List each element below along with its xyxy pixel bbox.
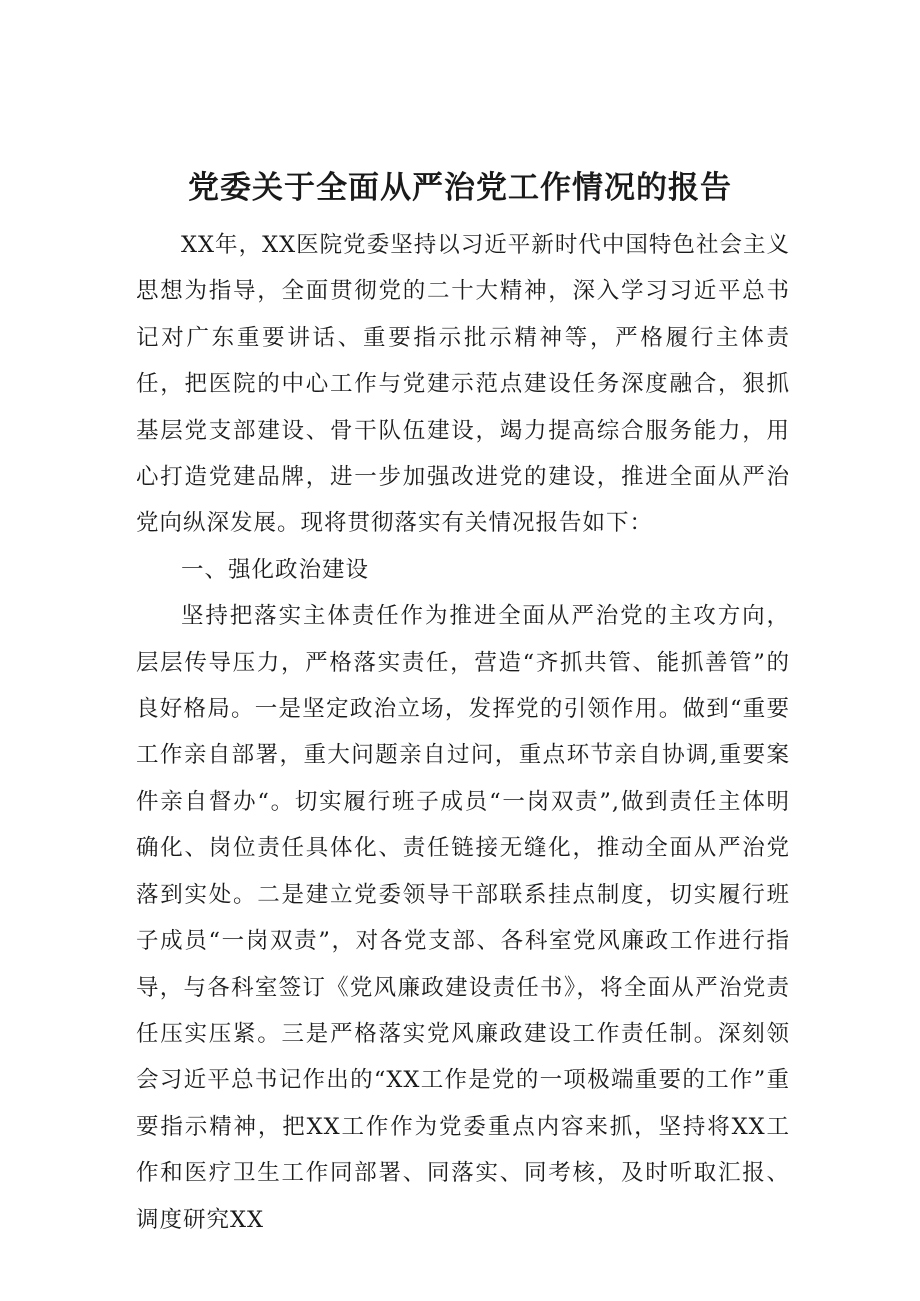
document-title: 党委关于全面从严治党工作情况的报告	[188, 170, 732, 206]
section-heading: 一、强化政治建设	[181, 556, 370, 583]
section-paragraph: 坚持把落实主体责任作为推进全面从严治党的主攻方向，层层传导压力，严格落实责任，营造“齐抓共管、能抓善管”的良好格局。一是坚定政治立场，发挥党的引领作用。做到“重要工作亲自部署，重大问题亲自过问，重点环节亲自协调,重要案件亲自督办“。切实履行班子成员“一岗双责”,做到责任主体明确化、岗位责任具体化、责任链接无缝化，推动全面从严治党落到实处。二是建立党委领导干部联系挂点制度，切实履行班子成员“一岗双责”，对各党支部、各科室党风廉政工作进行指导，与各科室签订《党风廉政建设责任书》，将全面从严治党责任压实压紧。三是严格落实党风廉政建设工作责任制。深刻领会习近平总书记作出的“XX工作是党的一项极端重要的工作”重要指示精神，把XX工作作为党委重点内容来抓，坚持将XX工作和医疗卫生工作同部署、同落实、同考核，及时听取汇报、调度研究XX	[136, 603, 790, 1233]
document-body	[136, 222, 790, 1243]
intro-paragraph: XX年，XX医院党委坚持以习近平新时代中国特色社会主义思想为指导，全面贯彻党的二十大精神，深入学习习近平总书记对广东重要讲话、重要指示批示精神等，严格履行主体责任，把医院的中心工作与党建示范点建设任务深度融合，狠抓基层党支部建设、骨干队伍建设，竭力提高综合服务能力，用心打造党建品牌，进一步加强改进党的建设，推进全面从严治党向纵深发展。现将贯彻落实有关情况报告如下：	[136, 232, 790, 537]
